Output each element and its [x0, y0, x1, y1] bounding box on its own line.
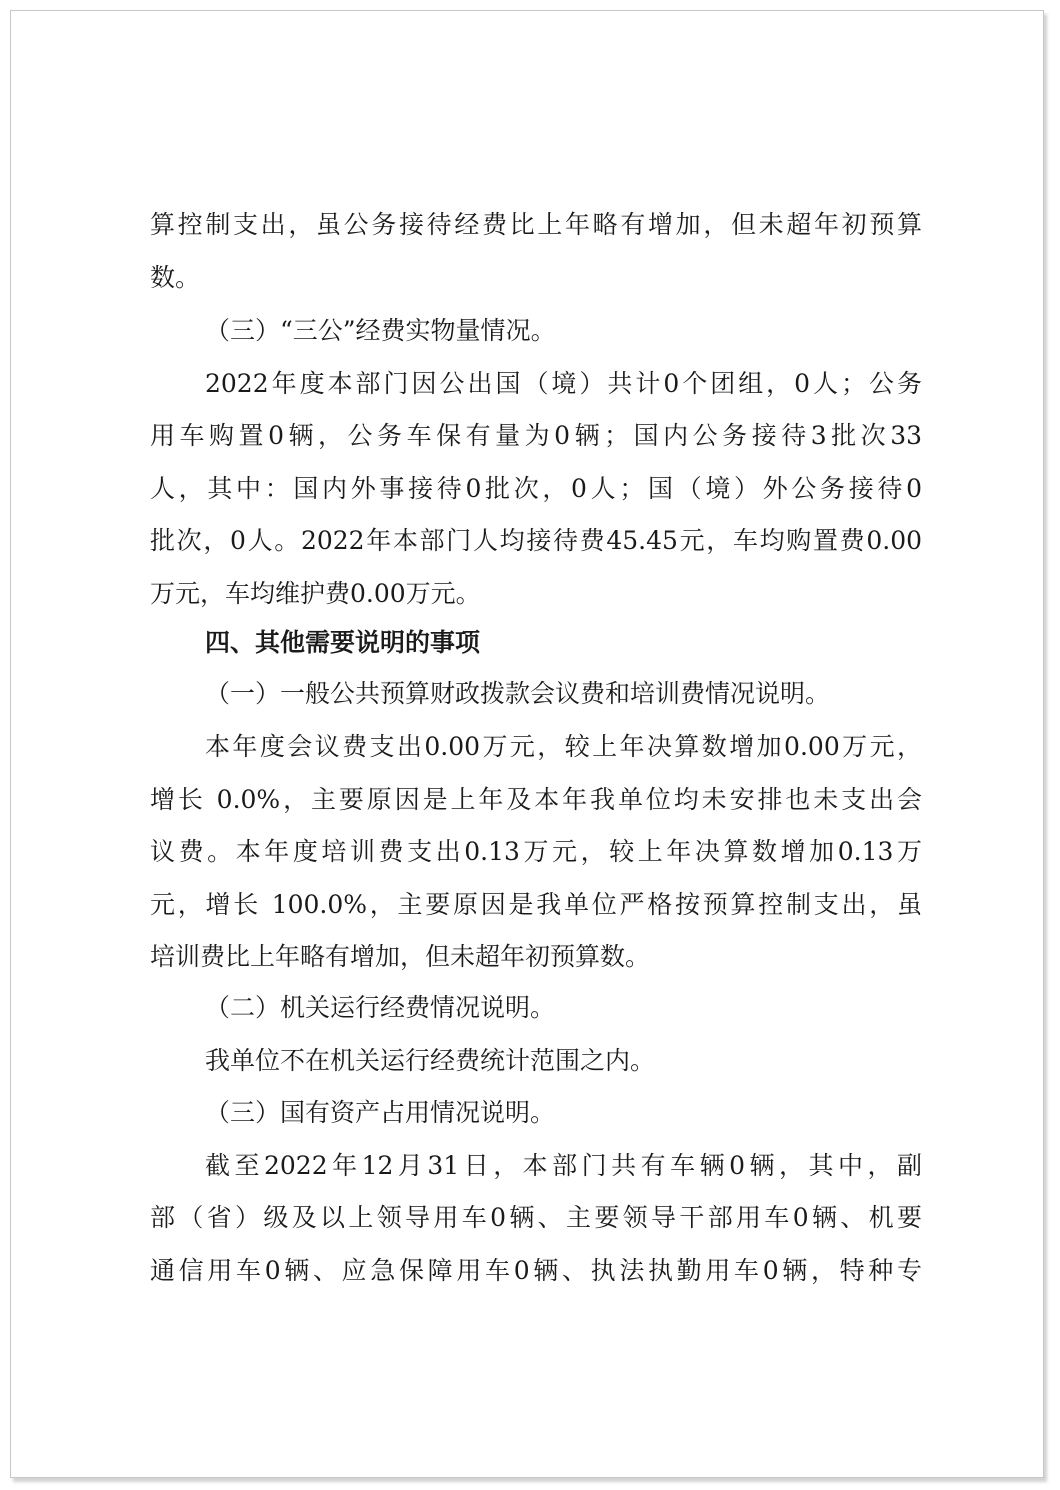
section-heading: （三）“三公”经费实物量情况。: [205, 316, 556, 345]
paragraph-line: 元，增长 100.0%，主要原因是我单位严格按预算控制支出，虽: [150, 890, 922, 919]
paragraph-line: 算控制支出，虽公务接待经费比上年略有增加，但未超年初预算: [150, 210, 922, 239]
paragraph-line: 培训费比上年略有增加，但未超年初预算数。: [150, 942, 651, 971]
paragraph-line: 部（省）级及以上领导用车0辆、主要领导干部用车0辆、机要: [150, 1203, 922, 1232]
paragraph-line: 我单位不在机关运行经费统计范围之内。: [205, 1046, 656, 1075]
paragraph-line: 万元，车均维护费0.00万元。: [150, 579, 481, 608]
paragraph-line: 增长 0.0%，主要原因是上年及本年我单位均未安排也未支出会: [150, 785, 922, 814]
paragraph-line: 截至2022年12月31日，本部门共有车辆0辆，其中，副: [205, 1151, 922, 1180]
paragraph-line: 用车购置0辆，公务车保有量为0辆；国内公务接待3批次33: [150, 421, 922, 450]
paragraph-line: 本年度会议费支出0.00万元，较上年决算数增加0.00万元，: [205, 732, 922, 761]
paragraph-line: 人，其中：国内外事接待0批次，0人；国（境）外公务接待0: [150, 474, 922, 503]
paragraph-line: 批次，0人。2022年本部门人均接待费45.45元，车均购置费0.00: [150, 526, 922, 555]
section-heading: 四、其他需要说明的事项: [205, 628, 481, 657]
paragraph-line: 议费。本年度培训费支出0.13万元，较上年决算数增加0.13万: [150, 837, 922, 866]
paragraph-line: 通信用车0辆、应急保障用车0辆、执法执勤用车0辆，特种专: [150, 1256, 922, 1285]
section-heading: （三）国有资产占用情况说明。: [205, 1098, 556, 1127]
section-heading: （二）机关运行经费情况说明。: [205, 993, 556, 1022]
paragraph-line: 2022年度本部门因公出国（境）共计0个团组，0人；公务: [205, 369, 922, 398]
section-heading: （一）一般公共预算财政拨款会议费和培训费情况说明。: [205, 679, 831, 708]
paragraph-line: 数。: [150, 263, 201, 292]
